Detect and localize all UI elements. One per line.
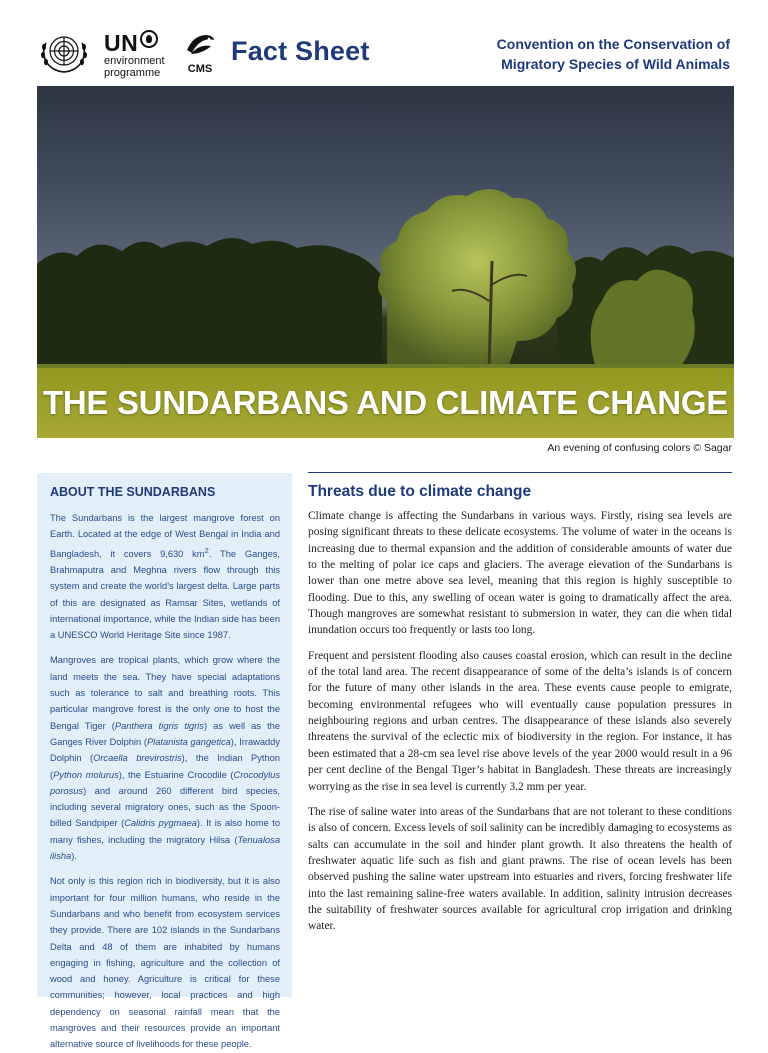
page-title: THE SUNDARBANS AND CLIMATE CHANGE [43, 384, 728, 421]
convention-line-2: Migratory Species of Wild Animals [501, 56, 730, 72]
un-logo-text: UN [104, 30, 139, 56]
unep-subtitle-line-1: environment [104, 55, 165, 67]
main-paragraph-2: Frequent and persistent flooding also causes coastal erosion, which can result in the decline of the total land area. The recent disappearance of some of the delta’s islands is of concern for the future of many other islands in the area. These events cause people to emigrate, becoming environmental refugees who will eventually cause population pressures in neighbouring regions and urban centres. The disappearance of these islands also severely threatens the survival of the eclectic mix of biodiversity in the region. For instance, it has been estimated that a 28-cm sea level rise above levels of the year 2000 would result in a 96 per cent decline of the Bengal Tiger’s habitat in Bangladesh. These threats are increasingly worrying as the rise in sea level is currently 3.2 mm per year. [308, 649, 732, 793]
convention-line-1: Convention on the Conservation of [496, 36, 730, 52]
unep-subtitle-line-2: programme [104, 67, 161, 79]
main-paragraph-3: The rise of saline water into areas of the Sundarbans that are not tolerant to these conditions is also of concern. Excess levels of soil salinity can be incredibly damaging to ecosystems as salts can accumulate in the soil and hinder plant growth. It also threatens the health of freshwater aquatic life such as fish and giant prawns. The rise of ocean levels has been observed pushing the saline water upstream into estuaries and rivers, forcing freshwater life into the last remaining saline-free waters available. In addition, salinity intrusion decreases the suitability of freshwater sources available for agricultural crop irrigation and drinking water. [308, 805, 732, 933]
unep-logo [104, 30, 176, 79]
cms-logo-text: CMS [187, 63, 213, 75]
sidebar-heading: ABOUT THE SUNDARBANS [50, 485, 216, 499]
leaf-globe-icon [140, 30, 158, 48]
main-paragraph-1: Climate change is affecting the Sundarbans in various ways. Firstly, rising sea levels are posing significant threats to these delicate ecosystems. The volume of water in the oceans is increasing due to thermal expansion and the addition of considerable amounts of water due to the melting of polar ice caps and glaciers. The average elevation of the Sundarbans is lower than one metre above sea level, meaning that this region is highly susceptible to flooding. Due to this, any swelling of ocean water is going to dramatically affect the area. Though mangroves are somewhat resistant to submersion in water, they can die when tidal inundation occurs too frequently or lasts too long. [308, 510, 732, 637]
sidebar-paragraph-3: Not only is this region rich in biodiversity, but it is also important for four million humans, who reside in the Sundarbans and who benefit from ecosystem services they provide. There are 102 islands in the Sundarbans Delta and 48 of them are inhabited by humans engaging in fishing, agriculture and the collection of wood and honey. Agriculture is critical for these communities; however, local practices and high dependency on seasonal rainfall mean that the mangroves and their resources provide an important alternative source of livelihoods for these people. [50, 876, 280, 1050]
page-header [0, 0, 768, 86]
photo-caption: An evening of confusing colors © Sagar [547, 442, 732, 454]
sidebar-paragraph-1: The Sundarbans is the largest mangrove forest on Earth. Located at the edge of West Bengal in India and Bangladesh, it covers 9,630 $km^2$. The Ganges, Brahmaputra and Meghna rivers flow through this system and create the world’s largest delta. Large parts of this are designated as Ramsar Sites, wetlands of international importance, while the Indian side has been a UNESCO World Heritage Site since 1987. [50, 513, 280, 641]
hero-title-band [37, 368, 734, 438]
cms-logo [182, 30, 218, 75]
convention-name [430, 34, 730, 74]
un-emblem-icon [37, 31, 91, 75]
about-sidebar [37, 473, 292, 1050]
document-type-title: Fact Sheet [231, 36, 370, 66]
cms-animals-icon [183, 30, 217, 58]
threats-section [308, 473, 732, 944]
sidebar-paragraph-2: Mangroves are tropical plants, which grow where the land meets the sea. They have special adaptations such as tolerance to salt and breathing roots. This particular mangrove forest is the only one to host the Bengal Tiger (Panthera tigris tigris) as well as the Ganges River Dolphin (Platanista gangetica), Irrawaddy Dolphin (Orcaella brevirostris), the Indian Python (Python molurus), the Estuarine Crocodile (Crocodylus porosus) and around 260 different bird species, including several migratory ones, such as the Spoon-billed Sandpiper (Calidris pygmaea). It is also home to many fishes, including the migratory Hilsa (Tenualosa ilisha). [50, 655, 281, 862]
section-heading: Threats due to climate change [308, 483, 532, 500]
